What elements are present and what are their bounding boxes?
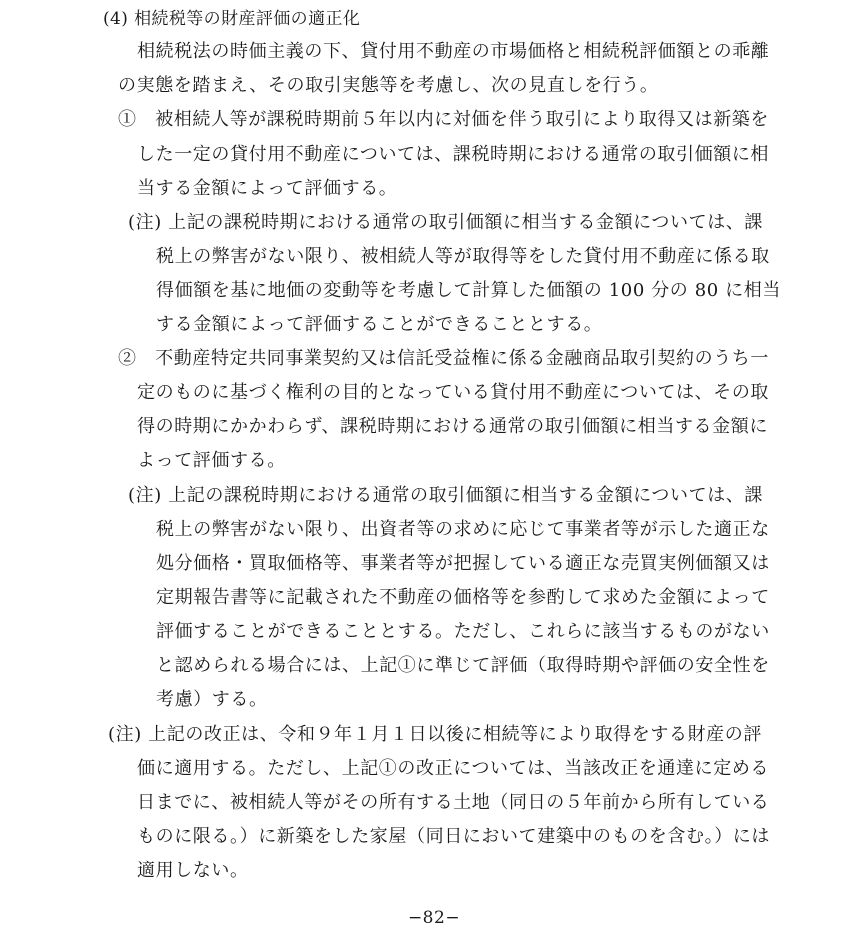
intro-line-2: の実態を踏まえ、その取引実態等を考慮し、次の見直しを行う。 — [118, 75, 659, 96]
item1-note-line-2: 税上の弊害がない限り、被相続人等が取得等をした貸付用不動産に係る取 — [156, 246, 770, 267]
final-note-line-3: 日までに、被相続人等がその所有する土地（同日の５年前から所有している — [137, 792, 770, 813]
item1-line-3: 当する金額によって評価する。 — [137, 178, 398, 199]
item2-note-line-2: 税上の弊害がない限り、出資者等の求めに応じて事業者等が示した適正な — [156, 519, 770, 540]
final-note-line-2: 価に適用する。ただし、上記①の改正については、当該改正を通達に定める — [137, 758, 770, 779]
item2-note-line-7: 考慮）する。 — [156, 689, 268, 710]
item2-note-line-5: 評価することができることとする。ただし、これらに該当するものがない — [156, 621, 770, 642]
item1-line-2: した一定の貸付用不動産については、課税時期における通常の取引価額に相 — [137, 144, 770, 165]
final-note-line-5: 適用しない。 — [137, 860, 249, 881]
section-heading: (4) 相続税等の財産評価の適正化 — [103, 9, 361, 29]
item2-line-2: 定のものに基づく権利の目的となっている貸付用不動産については、その取 — [137, 382, 770, 403]
item1-note-line-4: する金額によって評価することができることとする。 — [156, 314, 603, 335]
final-note-line-4: ものに限る。）に新築をした家屋（同日において建築中のものを含む。）には — [137, 826, 770, 847]
item2-note-line-1: (注) 上記の課税時期における通常の取引価額に相当する金額については、課 — [128, 485, 764, 506]
item2-line-4: よって評価する。 — [137, 450, 286, 471]
item1-line-1: ① 被相続人等が課税時期前５年以内に対価を伴う取引により取得又は新築を — [118, 109, 769, 130]
final-note-line-1: (注) 上記の改正は、令和９年１月１日以後に相続等により取得をする財産の評 — [108, 724, 762, 745]
intro-line-1: 相続税法の時価主義の下、貸付用不動産の市場価格と相続税評価額との乖離 — [137, 41, 770, 62]
item2-line-1: ② 不動産特定共同事業契約又は信託受益権に係る金融商品取引契約のうち一 — [118, 348, 769, 369]
item1-note-line-3: 得価額を基に地価の変動等を考慮して計算した価額の 100 分の 80 に相当 — [156, 280, 781, 301]
item1-note-line-1: (注) 上記の課税時期における通常の取引価額に相当する金額については、課 — [128, 212, 764, 233]
item2-note-line-6: と認められる場合には、上記①に準じて評価（取得時期や評価の安全性を — [156, 655, 770, 676]
item2-note-line-3: 処分価格・買取価格等、事業者等が把握している適正な売買実例価額又は — [156, 553, 770, 574]
item2-note-line-4: 定期報告書等に記載された不動産の価格等を参酌して求めた金額によって — [156, 587, 770, 608]
page-number: −82− — [407, 908, 461, 928]
item2-line-3: 得の時期にかかわらず、課税時期における通常の取引価額に相当する金額に — [137, 416, 768, 437]
